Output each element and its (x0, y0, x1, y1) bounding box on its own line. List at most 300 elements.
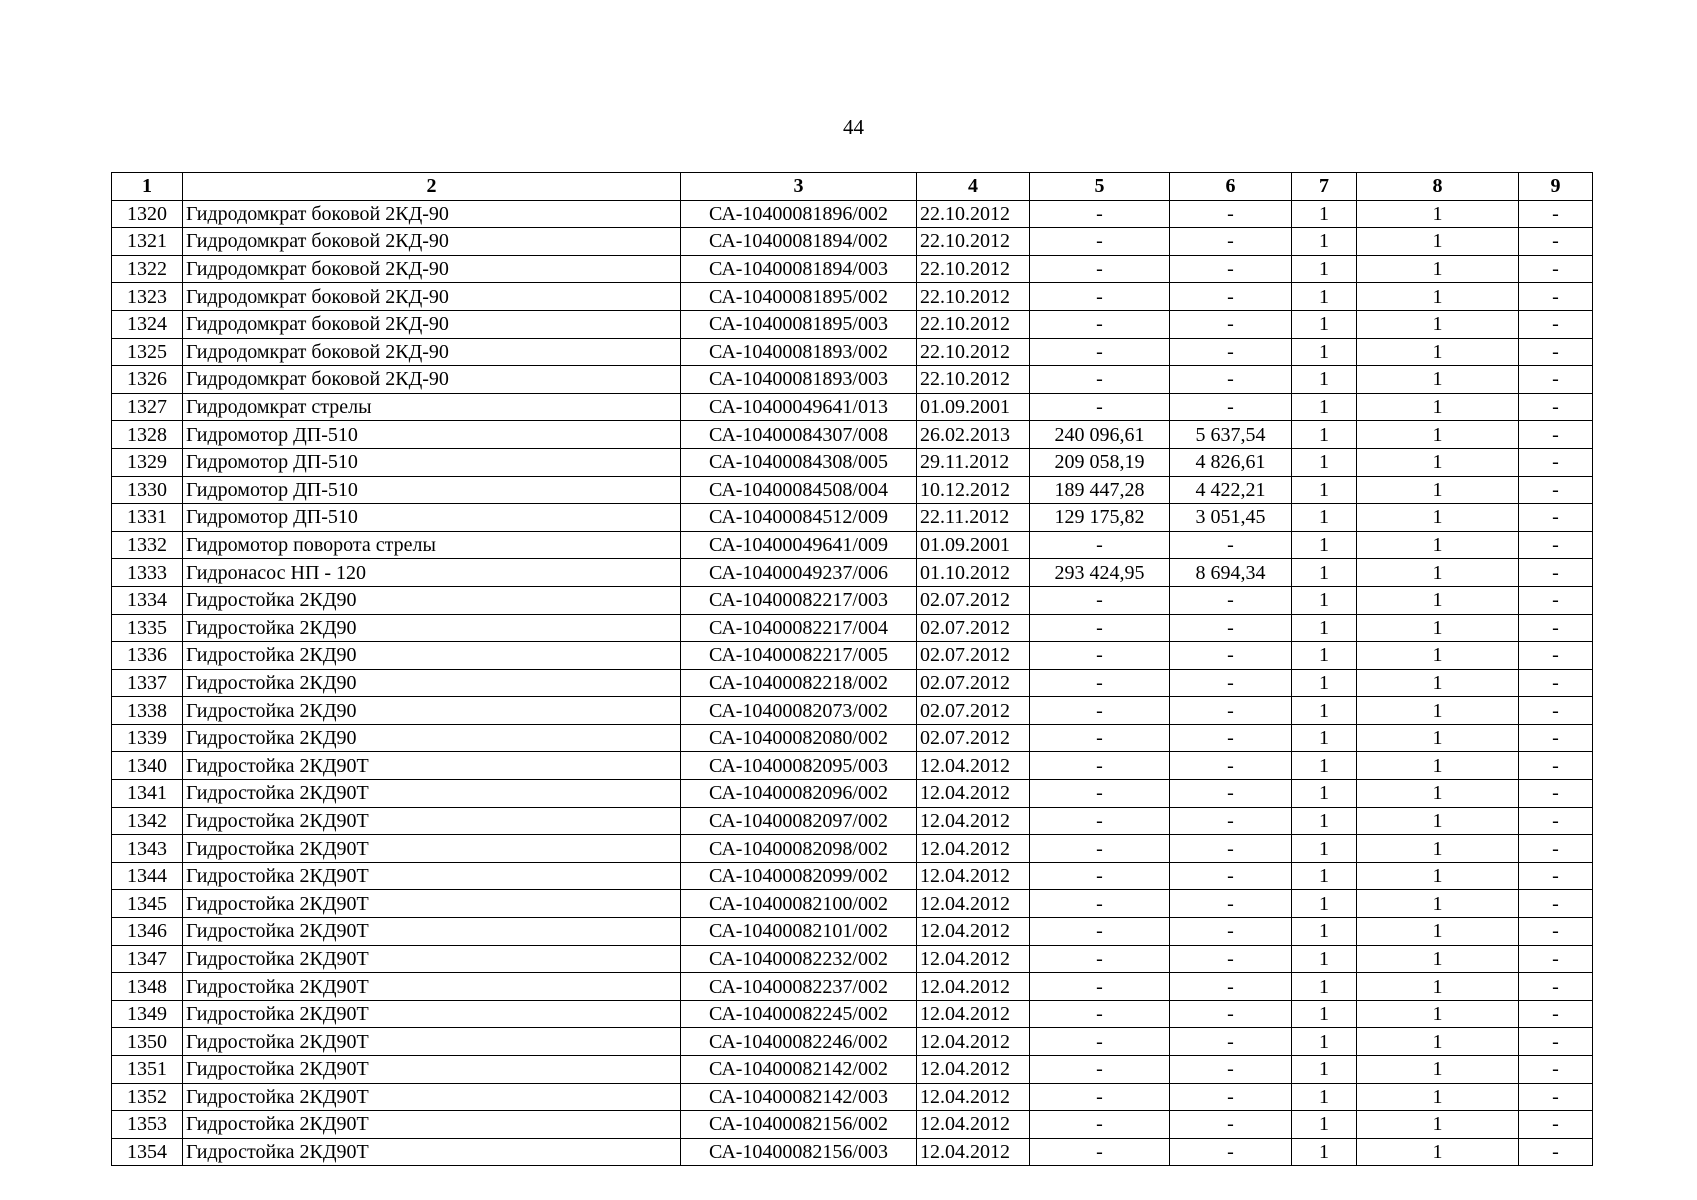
value-7-cell: 1 (1292, 1028, 1357, 1056)
value-5-cell: - (1030, 614, 1170, 642)
value-8-cell: 1 (1357, 1138, 1519, 1166)
date-cell: 12.04.2012 (917, 1056, 1030, 1084)
item-name-cell: Гидростойка 2КД90 (183, 642, 681, 670)
value-9-cell: - (1519, 283, 1593, 311)
item-name-cell: Гидростойка 2КД90Т (183, 1083, 681, 1111)
row-number-cell: 1329 (112, 448, 183, 476)
date-cell: 12.04.2012 (917, 945, 1030, 973)
value-7-cell: 1 (1292, 752, 1357, 780)
item-name-cell: Гидронасос НП - 120 (183, 559, 681, 587)
value-6-cell: - (1170, 697, 1292, 725)
date-cell: 01.09.2001 (917, 531, 1030, 559)
value-8-cell: 1 (1357, 835, 1519, 863)
inventory-code-cell: СА-10400082246/002 (681, 1028, 917, 1056)
value-9-cell: - (1519, 614, 1593, 642)
value-8-cell: 1 (1357, 476, 1519, 504)
inventory-code-cell: СА-10400082218/002 (681, 669, 917, 697)
value-7-cell: 1 (1292, 1000, 1357, 1028)
value-8-cell: 1 (1357, 780, 1519, 808)
value-6-cell: - (1170, 531, 1292, 559)
inventory-code-cell: СА-10400049641/013 (681, 393, 917, 421)
value-8-cell: 1 (1357, 531, 1519, 559)
value-5-cell: - (1030, 1083, 1170, 1111)
table-row (112, 945, 1593, 973)
table-row (112, 1083, 1593, 1111)
value-9-cell: - (1519, 752, 1593, 780)
value-5-cell: - (1030, 200, 1170, 228)
value-8-cell: 1 (1357, 862, 1519, 890)
row-number-cell: 1345 (112, 890, 183, 918)
inventory-code-cell: СА-10400082217/005 (681, 642, 917, 670)
value-9-cell: - (1519, 1028, 1593, 1056)
value-7-cell: 1 (1292, 338, 1357, 366)
value-8-cell: 1 (1357, 1111, 1519, 1139)
table-row (112, 1056, 1593, 1084)
value-7-cell: 1 (1292, 228, 1357, 256)
value-7-cell: 1 (1292, 835, 1357, 863)
value-9-cell: - (1519, 973, 1593, 1001)
item-name-cell: Гидромотор ДП-510 (183, 421, 681, 449)
value-5-cell: - (1030, 918, 1170, 946)
value-5-cell: - (1030, 697, 1170, 725)
table-row (112, 476, 1593, 504)
item-name-cell: Гидромотор ДП-510 (183, 448, 681, 476)
row-number-cell: 1352 (112, 1083, 183, 1111)
value-7-cell: 1 (1292, 421, 1357, 449)
inventory-code-cell: СА-10400084508/004 (681, 476, 917, 504)
column-header: 9 (1519, 173, 1593, 201)
date-cell: 29.11.2012 (917, 448, 1030, 476)
value-5-cell: - (1030, 393, 1170, 421)
inventory-code-cell: СА-10400084308/005 (681, 448, 917, 476)
value-5-cell: - (1030, 586, 1170, 614)
table-row (112, 283, 1593, 311)
inventory-code-cell: СА-10400082237/002 (681, 973, 917, 1001)
inventory-code-cell: СА-10400084512/009 (681, 504, 917, 532)
value-9-cell: - (1519, 310, 1593, 338)
value-7-cell: 1 (1292, 476, 1357, 504)
row-number-cell: 1320 (112, 200, 183, 228)
value-9-cell: - (1519, 1111, 1593, 1139)
date-cell: 01.09.2001 (917, 393, 1030, 421)
row-number-cell: 1338 (112, 697, 183, 725)
date-cell: 26.02.2013 (917, 421, 1030, 449)
inventory-code-cell: СА-10400082142/003 (681, 1083, 917, 1111)
table-row (112, 697, 1593, 725)
date-cell: 12.04.2012 (917, 918, 1030, 946)
value-7-cell: 1 (1292, 890, 1357, 918)
date-cell: 22.10.2012 (917, 228, 1030, 256)
value-8-cell: 1 (1357, 255, 1519, 283)
value-9-cell: - (1519, 669, 1593, 697)
value-8-cell: 1 (1357, 421, 1519, 449)
value-8-cell: 1 (1357, 642, 1519, 670)
item-name-cell: Гидростойка 2КД90Т (183, 1000, 681, 1028)
date-cell: 22.10.2012 (917, 283, 1030, 311)
value-7-cell: 1 (1292, 393, 1357, 421)
value-5-cell: - (1030, 1056, 1170, 1084)
item-name-cell: Гидростойка 2КД90Т (183, 835, 681, 863)
table-row (112, 393, 1593, 421)
value-9-cell: - (1519, 255, 1593, 283)
table-row (112, 559, 1593, 587)
value-6-cell: 8 694,34 (1170, 559, 1292, 587)
table-row (112, 890, 1593, 918)
row-number-cell: 1332 (112, 531, 183, 559)
value-5-cell: - (1030, 1111, 1170, 1139)
item-name-cell: Гидростойка 2КД90Т (183, 780, 681, 808)
date-cell: 02.07.2012 (917, 724, 1030, 752)
item-name-cell: Гидростойка 2КД90Т (183, 862, 681, 890)
value-5-cell: - (1030, 724, 1170, 752)
value-6-cell: - (1170, 366, 1292, 394)
inventory-code-cell: СА-10400081895/003 (681, 310, 917, 338)
row-number-cell: 1343 (112, 835, 183, 863)
value-6-cell: - (1170, 752, 1292, 780)
value-9-cell: - (1519, 1083, 1593, 1111)
inventory-code-cell: СА-10400082232/002 (681, 945, 917, 973)
item-name-cell: Гидростойка 2КД90Т (183, 1056, 681, 1084)
table-row (112, 586, 1593, 614)
table-row (112, 724, 1593, 752)
inventory-code-cell: СА-10400082080/002 (681, 724, 917, 752)
inventory-code-cell: СА-10400081893/003 (681, 366, 917, 394)
date-cell: 12.04.2012 (917, 835, 1030, 863)
inventory-code-cell: СА-10400082217/003 (681, 586, 917, 614)
item-name-cell: Гидростойка 2КД90Т (183, 890, 681, 918)
value-6-cell: 4 826,61 (1170, 448, 1292, 476)
date-cell: 02.07.2012 (917, 669, 1030, 697)
table-row (112, 780, 1593, 808)
item-name-cell: Гидромотор ДП-510 (183, 476, 681, 504)
value-5-cell: 293 424,95 (1030, 559, 1170, 587)
value-7-cell: 1 (1292, 1138, 1357, 1166)
column-header: 1 (112, 173, 183, 201)
value-5-cell: 240 096,61 (1030, 421, 1170, 449)
inventory-code-cell: СА-10400082097/002 (681, 807, 917, 835)
row-number-cell: 1348 (112, 973, 183, 1001)
value-6-cell: - (1170, 1000, 1292, 1028)
value-6-cell: - (1170, 1056, 1292, 1084)
column-header: 6 (1170, 173, 1292, 201)
value-9-cell: - (1519, 1000, 1593, 1028)
table-row (112, 1028, 1593, 1056)
value-6-cell: - (1170, 1028, 1292, 1056)
column-header: 7 (1292, 173, 1357, 201)
value-6-cell: - (1170, 614, 1292, 642)
date-cell: 02.07.2012 (917, 614, 1030, 642)
value-9-cell: - (1519, 586, 1593, 614)
row-number-cell: 1323 (112, 283, 183, 311)
value-6-cell: - (1170, 973, 1292, 1001)
value-8-cell: 1 (1357, 614, 1519, 642)
value-8-cell: 1 (1357, 586, 1519, 614)
row-number-cell: 1347 (112, 945, 183, 973)
value-5-cell: 189 447,28 (1030, 476, 1170, 504)
value-6-cell: - (1170, 945, 1292, 973)
value-6-cell: - (1170, 338, 1292, 366)
page-number: 44 (843, 115, 864, 139)
value-9-cell: - (1519, 890, 1593, 918)
value-8-cell: 1 (1357, 752, 1519, 780)
value-5-cell: - (1030, 366, 1170, 394)
value-7-cell: 1 (1292, 697, 1357, 725)
value-6-cell: - (1170, 862, 1292, 890)
row-number-cell: 1340 (112, 752, 183, 780)
value-8-cell: 1 (1357, 945, 1519, 973)
item-name-cell: Гидростойка 2КД90Т (183, 807, 681, 835)
value-8-cell: 1 (1357, 1028, 1519, 1056)
table-row (112, 448, 1593, 476)
value-7-cell: 1 (1292, 531, 1357, 559)
value-7-cell: 1 (1292, 586, 1357, 614)
value-8-cell: 1 (1357, 1056, 1519, 1084)
value-5-cell: - (1030, 945, 1170, 973)
row-number-cell: 1350 (112, 1028, 183, 1056)
value-9-cell: - (1519, 366, 1593, 394)
item-name-cell: Гидродомкрат боковой 2КД-90 (183, 310, 681, 338)
value-9-cell: - (1519, 421, 1593, 449)
value-9-cell: - (1519, 559, 1593, 587)
value-9-cell: - (1519, 945, 1593, 973)
table-row (112, 310, 1593, 338)
date-cell: 12.04.2012 (917, 1138, 1030, 1166)
row-number-cell: 1328 (112, 421, 183, 449)
item-name-cell: Гидростойка 2КД90Т (183, 918, 681, 946)
date-cell: 12.04.2012 (917, 1028, 1030, 1056)
value-9-cell: - (1519, 338, 1593, 366)
row-number-cell: 1322 (112, 255, 183, 283)
value-9-cell: - (1519, 642, 1593, 670)
value-5-cell: - (1030, 780, 1170, 808)
date-cell: 22.10.2012 (917, 310, 1030, 338)
value-8-cell: 1 (1357, 338, 1519, 366)
inventory-code-cell: СА-10400081894/002 (681, 228, 917, 256)
value-5-cell: - (1030, 1000, 1170, 1028)
item-name-cell: Гидростойка 2КД90Т (183, 752, 681, 780)
value-6-cell: - (1170, 890, 1292, 918)
value-7-cell: 1 (1292, 614, 1357, 642)
item-name-cell: Гидростойка 2КД90 (183, 697, 681, 725)
value-6-cell: 5 637,54 (1170, 421, 1292, 449)
value-8-cell: 1 (1357, 559, 1519, 587)
inventory-code-cell: СА-10400082098/002 (681, 835, 917, 863)
table-row (112, 200, 1593, 228)
item-name-cell: Гидростойка 2КД90Т (183, 1111, 681, 1139)
inventory-code-cell: СА-10400082099/002 (681, 862, 917, 890)
value-6-cell: - (1170, 642, 1292, 670)
value-9-cell: - (1519, 448, 1593, 476)
table-row (112, 973, 1593, 1001)
value-8-cell: 1 (1357, 973, 1519, 1001)
date-cell: 02.07.2012 (917, 642, 1030, 670)
value-7-cell: 1 (1292, 724, 1357, 752)
inventory-code-cell: СА-10400082245/002 (681, 1000, 917, 1028)
table-row (112, 614, 1593, 642)
inventory-code-cell: СА-10400082096/002 (681, 780, 917, 808)
value-6-cell: - (1170, 393, 1292, 421)
value-6-cell: - (1170, 310, 1292, 338)
column-header: 2 (183, 173, 681, 201)
value-5-cell: - (1030, 531, 1170, 559)
table-row (112, 752, 1593, 780)
inventory-code-cell: СА-10400082142/002 (681, 1056, 917, 1084)
item-name-cell: Гидромотор поворота стрелы (183, 531, 681, 559)
value-5-cell: - (1030, 862, 1170, 890)
value-7-cell: 1 (1292, 780, 1357, 808)
value-6-cell: - (1170, 780, 1292, 808)
table-row (112, 642, 1593, 670)
inventory-code-cell: СА-10400049641/009 (681, 531, 917, 559)
date-cell: 12.04.2012 (917, 807, 1030, 835)
inventory-code-cell: СА-10400082101/002 (681, 918, 917, 946)
table-row (112, 1138, 1593, 1166)
table-row (112, 835, 1593, 863)
inventory-code-cell: СА-10400081893/002 (681, 338, 917, 366)
date-cell: 01.10.2012 (917, 559, 1030, 587)
value-9-cell: - (1519, 1138, 1593, 1166)
value-7-cell: 1 (1292, 504, 1357, 532)
row-number-cell: 1344 (112, 862, 183, 890)
inventory-code-cell: СА-10400082073/002 (681, 697, 917, 725)
value-8-cell: 1 (1357, 890, 1519, 918)
table-body (112, 200, 1593, 1166)
value-6-cell: - (1170, 724, 1292, 752)
table-row (112, 228, 1593, 256)
row-number-cell: 1339 (112, 724, 183, 752)
row-number-cell: 1351 (112, 1056, 183, 1084)
value-5-cell: - (1030, 283, 1170, 311)
value-6-cell: - (1170, 1111, 1292, 1139)
item-name-cell: Гидростойка 2КД90Т (183, 945, 681, 973)
value-5-cell: 129 175,82 (1030, 504, 1170, 532)
value-8-cell: 1 (1357, 697, 1519, 725)
row-number-cell: 1330 (112, 476, 183, 504)
value-5-cell: - (1030, 642, 1170, 670)
value-7-cell: 1 (1292, 366, 1357, 394)
value-8-cell: 1 (1357, 669, 1519, 697)
date-cell: 12.04.2012 (917, 1000, 1030, 1028)
row-number-cell: 1335 (112, 614, 183, 642)
value-8-cell: 1 (1357, 448, 1519, 476)
value-8-cell: 1 (1357, 918, 1519, 946)
date-cell: 12.04.2012 (917, 862, 1030, 890)
table-row (112, 807, 1593, 835)
item-name-cell: Гидродомкрат стрелы (183, 393, 681, 421)
item-name-cell: Гидростойка 2КД90 (183, 614, 681, 642)
item-name-cell: Гидростойка 2КД90 (183, 669, 681, 697)
value-5-cell: - (1030, 973, 1170, 1001)
value-7-cell: 1 (1292, 862, 1357, 890)
value-8-cell: 1 (1357, 1000, 1519, 1028)
column-header: 5 (1030, 173, 1170, 201)
value-8-cell: 1 (1357, 366, 1519, 394)
row-number-cell: 1327 (112, 393, 183, 421)
value-6-cell: - (1170, 835, 1292, 863)
table-row (112, 862, 1593, 890)
value-8-cell: 1 (1357, 504, 1519, 532)
value-6-cell: - (1170, 586, 1292, 614)
row-number-cell: 1346 (112, 918, 183, 946)
row-number-cell: 1324 (112, 310, 183, 338)
item-name-cell: Гидромотор ДП-510 (183, 504, 681, 532)
inventory-code-cell: СА-10400081896/002 (681, 200, 917, 228)
value-7-cell: 1 (1292, 559, 1357, 587)
item-name-cell: Гидростойка 2КД90 (183, 586, 681, 614)
value-5-cell: - (1030, 338, 1170, 366)
item-name-cell: Гидростойка 2КД90Т (183, 1138, 681, 1166)
inventory-code-cell: СА-10400084307/008 (681, 421, 917, 449)
value-7-cell: 1 (1292, 807, 1357, 835)
item-name-cell: Гидродомкрат боковой 2КД-90 (183, 228, 681, 256)
item-name-cell: Гидростойка 2КД90Т (183, 973, 681, 1001)
value-9-cell: - (1519, 835, 1593, 863)
inventory-code-cell: СА-10400082095/003 (681, 752, 917, 780)
table-row (112, 669, 1593, 697)
inventory-code-cell: СА-10400082100/002 (681, 890, 917, 918)
row-number-cell: 1342 (112, 807, 183, 835)
date-cell: 12.04.2012 (917, 890, 1030, 918)
value-6-cell: 4 422,21 (1170, 476, 1292, 504)
value-8-cell: 1 (1357, 283, 1519, 311)
row-number-cell: 1341 (112, 780, 183, 808)
value-7-cell: 1 (1292, 448, 1357, 476)
value-5-cell: - (1030, 807, 1170, 835)
inventory-code-cell: СА-10400082156/002 (681, 1111, 917, 1139)
table-row (112, 531, 1593, 559)
item-name-cell: Гидродомкрат боковой 2КД-90 (183, 283, 681, 311)
item-name-cell: Гидродомкрат боковой 2КД-90 (183, 255, 681, 283)
column-header: 3 (681, 173, 917, 201)
date-cell: 10.12.2012 (917, 476, 1030, 504)
item-name-cell: Гидродомкрат боковой 2КД-90 (183, 200, 681, 228)
value-7-cell: 1 (1292, 918, 1357, 946)
row-number-cell: 1325 (112, 338, 183, 366)
value-5-cell: - (1030, 835, 1170, 863)
value-9-cell: - (1519, 807, 1593, 835)
value-7-cell: 1 (1292, 310, 1357, 338)
table-row (112, 504, 1593, 532)
value-9-cell: - (1519, 724, 1593, 752)
value-7-cell: 1 (1292, 973, 1357, 1001)
value-7-cell: 1 (1292, 1111, 1357, 1139)
value-7-cell: 1 (1292, 283, 1357, 311)
value-6-cell: - (1170, 918, 1292, 946)
item-name-cell: Гидростойка 2КД90 (183, 724, 681, 752)
value-5-cell: - (1030, 1138, 1170, 1166)
item-name-cell: Гидродомкрат боковой 2КД-90 (183, 366, 681, 394)
value-7-cell: 1 (1292, 200, 1357, 228)
date-cell: 22.11.2012 (917, 504, 1030, 532)
value-6-cell: - (1170, 669, 1292, 697)
row-number-cell: 1331 (112, 504, 183, 532)
table-row (112, 421, 1593, 449)
value-5-cell: - (1030, 228, 1170, 256)
inventory-code-cell: СА-10400049237/006 (681, 559, 917, 587)
value-9-cell: - (1519, 200, 1593, 228)
column-header: 8 (1357, 173, 1519, 201)
value-5-cell: - (1030, 669, 1170, 697)
date-cell: 02.07.2012 (917, 697, 1030, 725)
table-row (112, 338, 1593, 366)
value-6-cell: - (1170, 228, 1292, 256)
inventory-code-cell: СА-10400082156/003 (681, 1138, 917, 1166)
value-8-cell: 1 (1357, 724, 1519, 752)
value-9-cell: - (1519, 918, 1593, 946)
value-5-cell: - (1030, 255, 1170, 283)
date-cell: 22.10.2012 (917, 200, 1030, 228)
row-number-cell: 1326 (112, 366, 183, 394)
